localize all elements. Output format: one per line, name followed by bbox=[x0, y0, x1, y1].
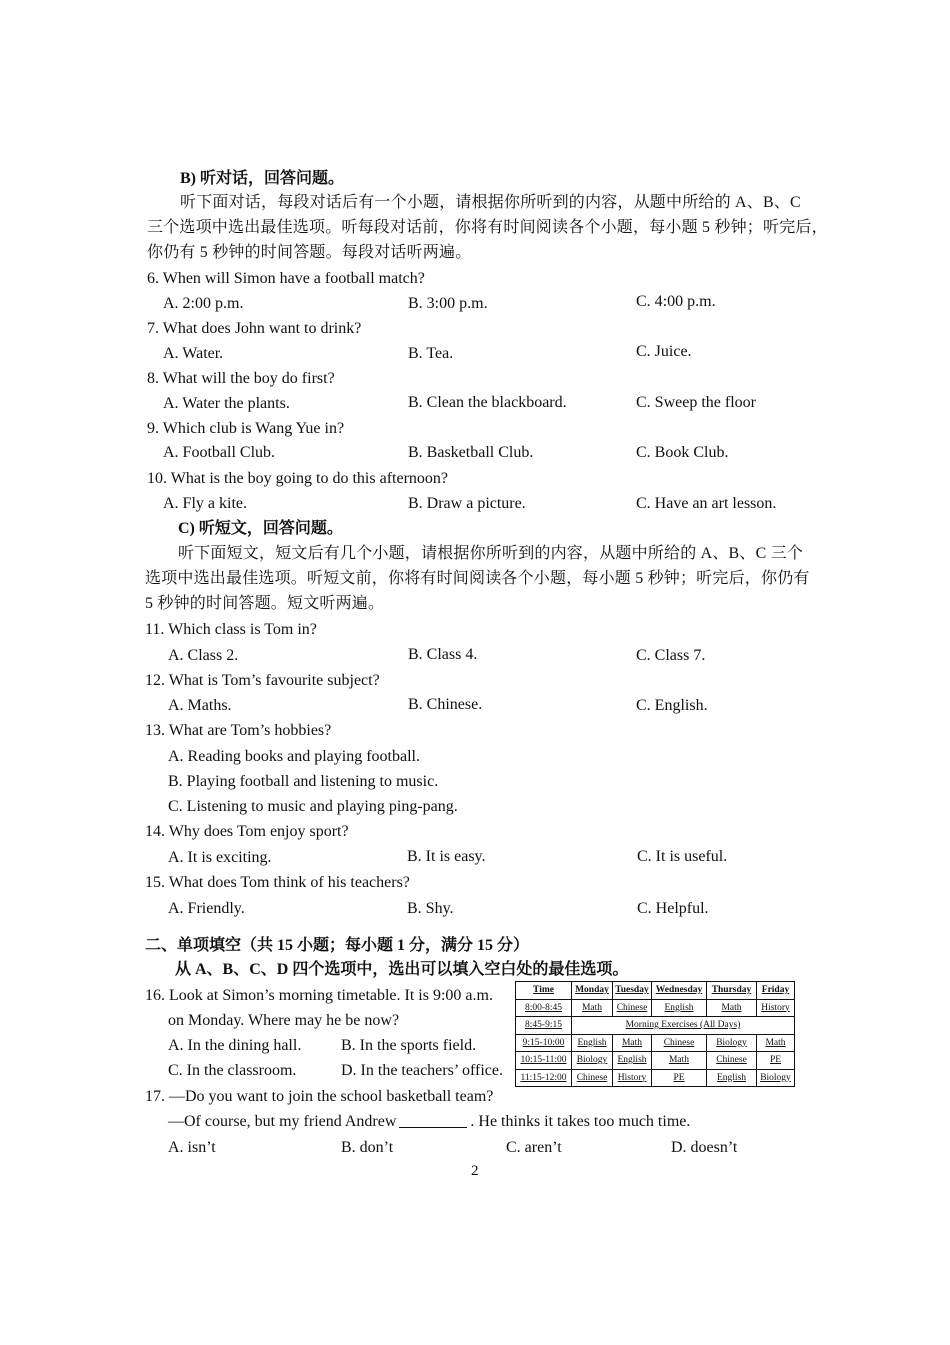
timetable-cell: Biology bbox=[707, 1034, 757, 1052]
question-9-option-b: B. Basketball Club. bbox=[408, 444, 534, 461]
timetable-row bbox=[516, 1052, 795, 1070]
timetable-cell: 8:00-8:45 bbox=[516, 999, 572, 1017]
timetable-header-cell: Monday bbox=[572, 982, 613, 1000]
question-12-stem: 12. What is Tom’s favourite subject? bbox=[145, 672, 380, 689]
question-17-option-c: C. aren’t bbox=[506, 1139, 562, 1156]
timetable bbox=[515, 981, 795, 1087]
timetable-cell: Math bbox=[707, 999, 757, 1017]
question-7-option-b: B. Tea. bbox=[408, 345, 454, 362]
question-6-option-a: A. 2:00 p.m. bbox=[163, 295, 244, 312]
question-14-option-b: B. It is easy. bbox=[407, 848, 486, 865]
section-c-heading: C) 听短文，回答问题。 bbox=[178, 520, 343, 537]
part-2-heading: 二、单项填空（共 15 小题；每小题 1 分，满分 15 分） bbox=[145, 937, 530, 954]
timetable-cell: History bbox=[757, 999, 795, 1017]
timetable-cell: Math bbox=[652, 1052, 707, 1070]
timetable-header-cell: Time bbox=[516, 982, 572, 1000]
timetable-cell: 9:15-10:00 bbox=[516, 1034, 572, 1052]
question-15-option-b: B. Shy. bbox=[407, 900, 454, 917]
section-b-instructions-line1: 听下面对话，每段对话后有一个小题，请根据你所听到的内容，从题中所给的 A、B、C bbox=[180, 194, 801, 211]
timetable-header-cell: Tuesday bbox=[613, 982, 652, 1000]
question-6-option-c: C. 4:00 p.m. bbox=[636, 293, 716, 310]
timetable-row bbox=[516, 999, 795, 1017]
question-9-option-a: A. Football Club. bbox=[163, 444, 276, 461]
timetable-cell: Chinese bbox=[707, 1052, 757, 1070]
section-b-instructions-line3: 你仍有 5 秒钟的时间答题。每段对话听两遍。 bbox=[147, 244, 472, 261]
question-13-stem: 13. What are Tom’s hobbies? bbox=[145, 722, 332, 739]
question-7-option-c: C. Juice. bbox=[636, 343, 692, 360]
question-9-stem: 9. Which club is Wang Yue in? bbox=[147, 420, 345, 437]
question-8-option-b: B. Clean the blackboard. bbox=[408, 394, 567, 411]
timetable-cell: Chinese bbox=[652, 1034, 707, 1052]
question-13-option-b: B. Playing football and listening to music. bbox=[168, 773, 439, 790]
timetable-header-row bbox=[516, 982, 795, 1000]
question-13-option-a: A. Reading books and playing football. bbox=[168, 748, 420, 765]
question-14-stem: 14. Why does Tom enjoy sport? bbox=[145, 823, 349, 840]
timetable-row bbox=[516, 1069, 795, 1087]
question-17-line2 bbox=[168, 1114, 690, 1130]
section-c-instructions-line1: 听下面短文，短文后有几个小题，请根据你所听到的内容，从题中所给的 A、B、C 三个 bbox=[178, 545, 804, 562]
timetable-cell: English bbox=[707, 1069, 757, 1087]
timetable-cell: English bbox=[652, 999, 707, 1017]
question-7-option-a: A. Water. bbox=[163, 345, 224, 362]
timetable-cell: Math bbox=[613, 1034, 652, 1052]
timetable-cell: English bbox=[572, 1034, 613, 1052]
timetable-cell: Biology bbox=[572, 1052, 613, 1070]
timetable-cell: 8:45-9:15 bbox=[516, 1017, 572, 1035]
timetable-break-cell: Morning Exercises (All Days) bbox=[572, 1017, 795, 1035]
timetable-break-row bbox=[516, 1017, 795, 1035]
question-9-option-c: C. Book Club. bbox=[636, 444, 729, 461]
timetable-cell: English bbox=[613, 1052, 652, 1070]
page-number: 2 bbox=[471, 1163, 479, 1179]
section-c-instructions-line2: 选项中选出最佳选项。听短文前，你将有时间阅读各个小题，每小题 5 秒钟；听完后，你仍有 bbox=[145, 570, 810, 587]
question-16-option-a: A. In the dining hall. bbox=[168, 1037, 302, 1054]
question-11-option-c: C. Class 7. bbox=[636, 647, 706, 664]
question-12-option-a: A. Maths. bbox=[168, 697, 232, 714]
question-8-option-a: A. Water the plants. bbox=[163, 395, 290, 412]
question-16-option-c: C. In the classroom. bbox=[168, 1062, 297, 1079]
question-12-option-c: C. English. bbox=[636, 697, 708, 714]
question-10-option-b: B. Draw a picture. bbox=[408, 495, 526, 512]
question-15-stem: 15. What does Tom think of his teachers? bbox=[145, 874, 410, 891]
timetable-cell: Math bbox=[572, 999, 613, 1017]
question-17-line2-pre: —Of course, but my friend Andrew bbox=[168, 1113, 397, 1130]
question-17-stem: 17. —Do you want to join the school basketball team? bbox=[145, 1088, 494, 1105]
timetable-header-cell: Thursday bbox=[707, 982, 757, 1000]
timetable-cell: PE bbox=[652, 1069, 707, 1087]
question-11-option-b: B. Class 4. bbox=[408, 646, 478, 663]
question-17-option-d: D. doesn’t bbox=[671, 1139, 738, 1156]
section-b-instructions-line2: 三个选项中选出最佳选项。听每段对话前，你将有时间阅读各个小题，每小题 5 秒钟；听完后， bbox=[147, 219, 828, 236]
question-16-option-d: D. In the teachers’ office. bbox=[341, 1062, 503, 1079]
question-14-option-c: C. It is useful. bbox=[637, 848, 728, 865]
timetable-cell: History bbox=[613, 1069, 652, 1087]
question-6-option-b: B. 3:00 p.m. bbox=[408, 295, 488, 312]
answer-blank bbox=[399, 1127, 467, 1128]
question-10-stem: 10. What is the boy going to do this afternoon? bbox=[147, 470, 448, 487]
timetable-row bbox=[516, 1034, 795, 1052]
question-10-option-a: A. Fly a kite. bbox=[163, 495, 247, 512]
timetable-cell: Chinese bbox=[572, 1069, 613, 1087]
question-17-option-a: A. isn’t bbox=[168, 1139, 216, 1156]
question-11-stem: 11. Which class is Tom in? bbox=[145, 621, 317, 638]
question-13-option-c: C. Listening to music and playing ping-pang. bbox=[168, 798, 458, 815]
timetable-cell: Biology bbox=[757, 1069, 795, 1087]
question-17-option-b: B. don’t bbox=[341, 1139, 394, 1156]
question-17-line2-post: . He thinks it takes too much time. bbox=[470, 1113, 691, 1130]
timetable-cell: PE bbox=[757, 1052, 795, 1070]
question-14-option-a: A. It is exciting. bbox=[168, 849, 272, 866]
question-7-stem: 7. What does John want to drink? bbox=[147, 320, 362, 337]
timetable-header-cell: Friday bbox=[757, 982, 795, 1000]
question-10-option-c: C. Have an art lesson. bbox=[636, 495, 777, 512]
timetable-cell: 11:15-12:00 bbox=[516, 1069, 572, 1087]
question-16-stem-line2: on Monday. Where may he be now? bbox=[168, 1012, 400, 1029]
question-11-option-a: A. Class 2. bbox=[168, 647, 239, 664]
timetable-cell: 10:15-11:00 bbox=[516, 1052, 572, 1070]
question-8-stem: 8. What will the boy do first? bbox=[147, 370, 335, 387]
question-16-stem-line1: 16. Look at Simon’s morning timetable. It is 9:00 a.m. bbox=[145, 987, 493, 1004]
timetable-cell: Math bbox=[757, 1034, 795, 1052]
question-15-option-c: C. Helpful. bbox=[637, 900, 709, 917]
timetable-cell: Chinese bbox=[613, 999, 652, 1017]
question-8-option-c: C. Sweep the floor bbox=[636, 394, 756, 411]
part-2-instructions: 从 A、B、C、D 四个选项中，选出可以填入空白处的最佳选项。 bbox=[175, 961, 629, 978]
question-6-stem: 6. When will Simon have a football match? bbox=[147, 270, 425, 287]
timetable-header-cell: Wednesday bbox=[652, 982, 707, 1000]
section-b-heading: B) 听对话，回答问题。 bbox=[180, 170, 345, 187]
question-16-option-b: B. In the sports field. bbox=[341, 1037, 477, 1054]
section-c-instructions-line3: 5 秒钟的时间答题。短文听两遍。 bbox=[145, 595, 385, 612]
question-15-option-a: A. Friendly. bbox=[168, 900, 245, 917]
question-12-option-b: B. Chinese. bbox=[408, 696, 483, 713]
